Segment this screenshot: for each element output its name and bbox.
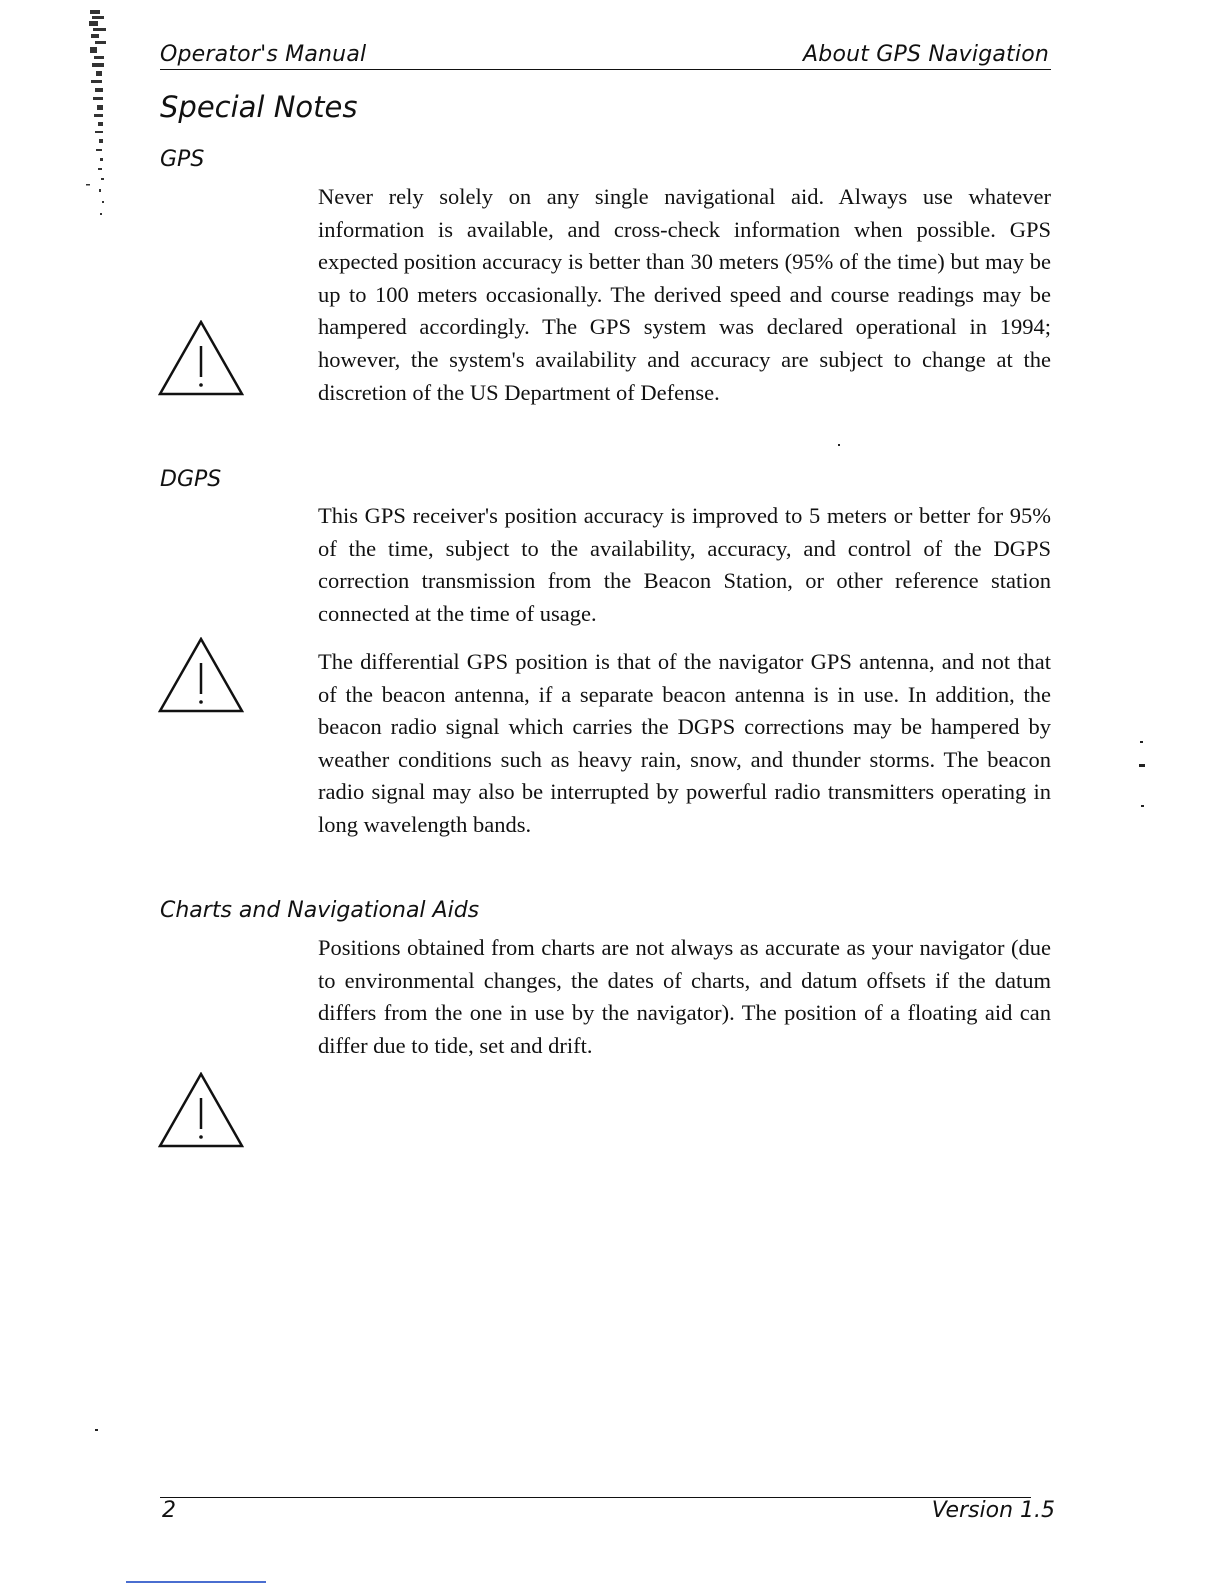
version-label: Version 1.5 [931,1498,1055,1523]
paragraph-dgps-antenna: The differential GPS position is that of the navigator GPS antenna, and not that of the beacon antenna, if a separate beacon antenna is in use. In addition, the beacon radio signal which carries the DGPS corrections may be hampered by weather conditions such as heavy rain, snow, and thunder storms. The beacon radio signal may also be interrupted by powerful radio transmitters operating in long wavelength bands. [318,649,1051,837]
paragraph-dgps-accuracy: This GPS receiver's position accuracy is improved to 5 meters or better for 95% of the time, subject to the availability, accuracy, and control of the DGPS correction transmission from the Beacon Station, or other reference station connected at the time of usage. [318,503,1051,626]
subsection-heading-gps: GPS [160,147,205,172]
warning-triangle-icon [158,1072,244,1148]
scan-speck [95,1429,98,1431]
scan-speck [1141,805,1144,807]
scan-edge-artifact [86,8,122,228]
viewer-selection-underline [126,1581,266,1583]
scan-speck [1140,741,1143,743]
section-title: Special Notes [160,90,358,124]
header-manual-title: Operator's Manual [160,42,367,67]
subsection-heading-dgps: DGPS [160,467,222,492]
warning-triangle-icon [158,637,244,713]
scan-speck [838,444,840,446]
subsection-heading-charts: Charts and Navigational Aids [160,898,480,923]
header-chapter-title: About GPS Navigation [803,42,1049,67]
paragraph-gps: Never rely solely on any single navigational aid. Always use whatever information is available, and cross-check information when possible. GPS expected position accuracy is better than 30 meters (95% of the time) but may be up to 100 meters occasionally. The derived speed and course readings may be hampered accordingly. The GPS system was declared operational in 1994; however, the system's availability and accuracy are subject to change at the discretion of the US Department of Defense. [318,184,1051,405]
paragraph-charts: Positions obtained from charts are not always as accurate as your navigator (due to environmental changes, the dates of charts, and datum offsets if the datum differs from the one in use by the navigator). The position of a floating aid can differ due to tide, set and drift. [318,935,1051,1058]
footer-rule [160,1497,1031,1498]
header-rule [160,69,1051,70]
page-number: 2 [162,1498,176,1523]
scan-speck [1139,764,1145,767]
warning-triangle-icon [158,320,244,396]
